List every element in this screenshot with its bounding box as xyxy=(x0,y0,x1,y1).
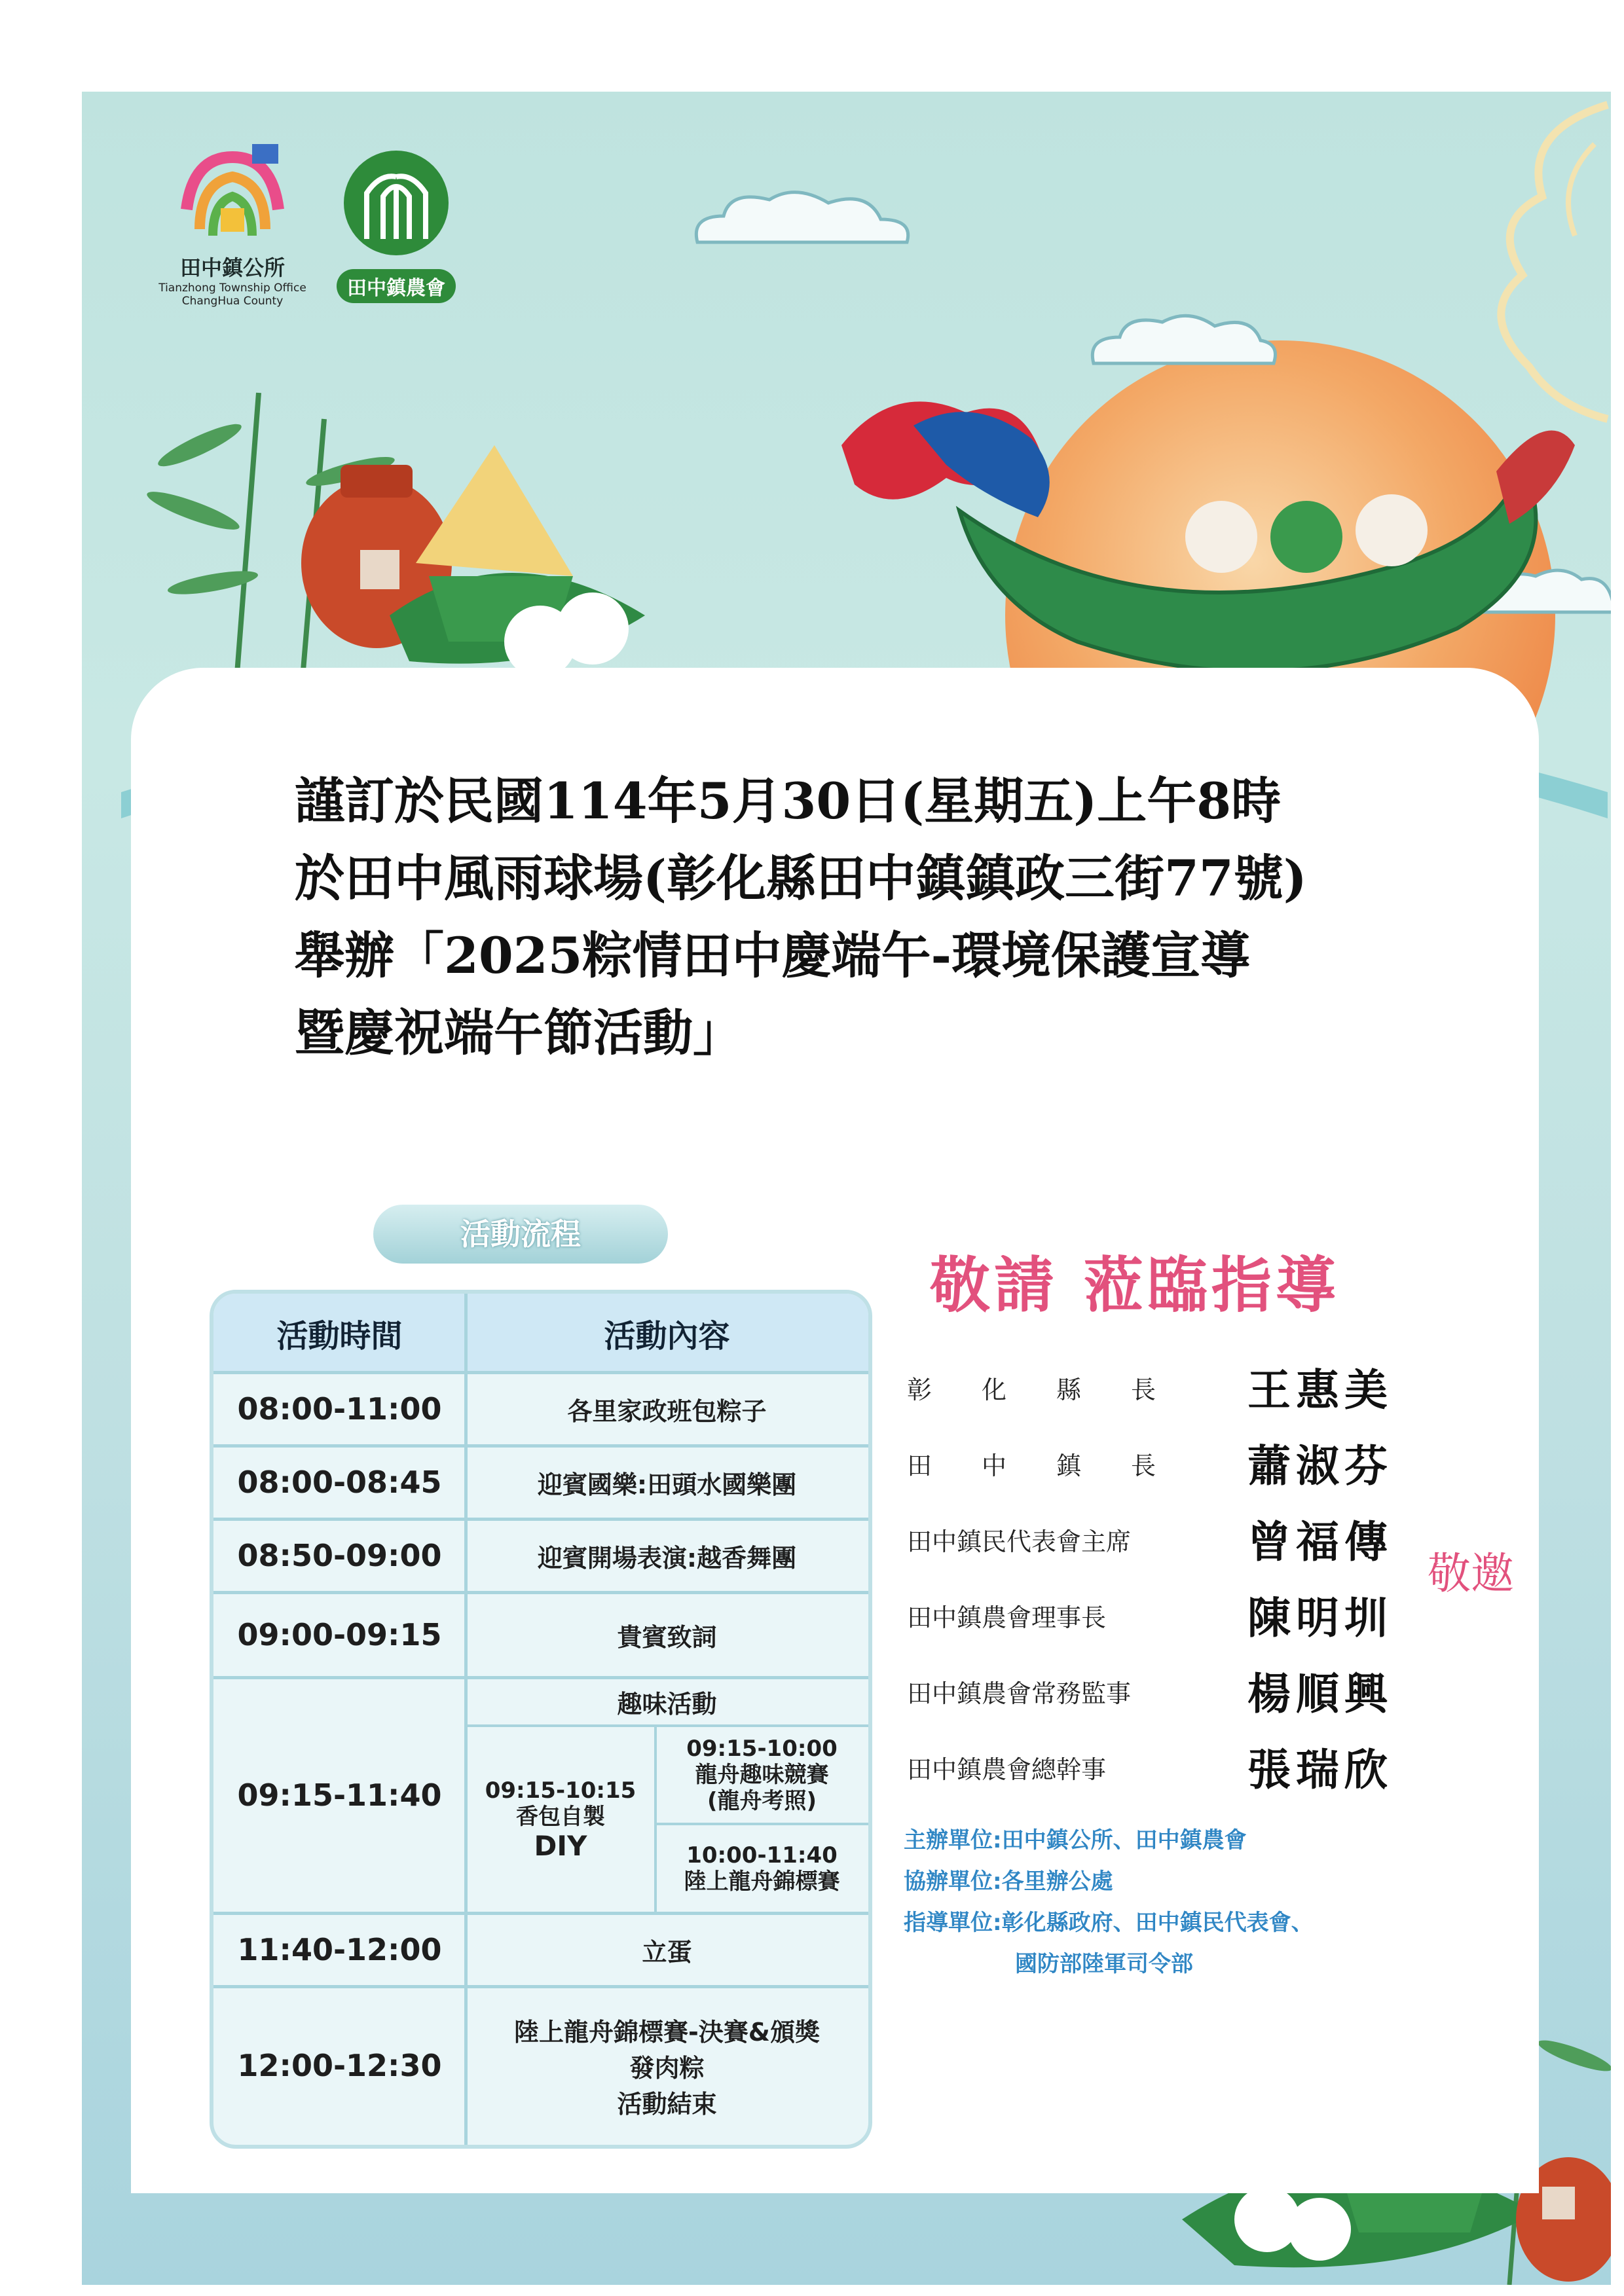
grid-line xyxy=(213,1444,868,1448)
vip-title xyxy=(907,1446,1156,1482)
fun-left-time: 09:15-10:15 xyxy=(485,1777,637,1804)
grid-line xyxy=(213,1591,868,1594)
vip-name: 蕭淑芬 xyxy=(1247,1440,1393,1491)
fun-r1-line2: (龍舟考照) xyxy=(707,1788,817,1814)
vip-name: 楊順興 xyxy=(1247,1668,1393,1719)
cloud-decoration xyxy=(684,183,920,255)
vip-title-char: 長 xyxy=(1130,1451,1156,1480)
township-logo-icon xyxy=(174,131,291,249)
vip-title-char: 化 xyxy=(981,1376,1006,1404)
vip-title-char: 長 xyxy=(1130,1376,1156,1404)
guide-organizer-2: 國防部陸軍司令部 xyxy=(1015,1951,1193,1977)
grid-line xyxy=(213,1371,868,1374)
invitation-line-2: 於田中風雨球場(彰化縣田中鎮鎮政三街77號) xyxy=(295,849,1307,907)
row-time: 09:00-09:15 xyxy=(237,1617,442,1652)
grid-line xyxy=(655,1823,868,1825)
row-content: 立蛋 xyxy=(642,1937,692,1967)
farmers-logo-icon xyxy=(341,147,452,259)
fun-time: 09:15-11:40 xyxy=(237,1777,442,1813)
row-content: 迎賓國樂:田頭水國樂團 xyxy=(537,1470,797,1499)
grid-line xyxy=(464,1294,468,2145)
col-header-time: 活動時間 xyxy=(213,1294,466,1372)
row7-line1: 陸上龍舟錦標賽-決賽&頒獎 xyxy=(514,2017,820,2047)
vip-title: 田中鎮農會理事長 xyxy=(907,1603,1107,1632)
farmers-association-logo xyxy=(327,147,465,303)
fun-left-line2: DIY xyxy=(534,1829,587,1862)
vip-row xyxy=(907,1735,1431,1800)
grid-line xyxy=(654,1726,657,1913)
cloud-decoration xyxy=(1084,308,1280,373)
vip-row xyxy=(907,1355,1431,1421)
closing-invite: 敬邀 xyxy=(1428,1548,1514,1599)
fun-left-block xyxy=(466,1726,655,1913)
invitation-line-1: 謹訂於民國114年5月30日(星期五)上午8時 xyxy=(295,772,1282,830)
vip-title: 田中鎮民代表會主席 xyxy=(907,1527,1132,1556)
row-content: 各里家政班包粽子 xyxy=(567,1396,767,1426)
row-time: 08:50-09:00 xyxy=(237,1538,442,1573)
vip-title: 田中鎮農會總幹事 xyxy=(907,1755,1107,1784)
farmers-name: 田中鎮農會 xyxy=(337,269,456,303)
grid-line xyxy=(213,1676,868,1679)
fun-right-block-2 xyxy=(655,1824,868,1913)
guide-organizer: 指導單位:彰化縣政府、田中鎮民代表會、 xyxy=(904,1910,1314,1936)
invitation-line-4: 暨慶祝端午節活動」 xyxy=(295,1004,743,1062)
vip-title xyxy=(907,1370,1156,1406)
fun-right-block-1 xyxy=(655,1726,868,1824)
fun-r2-time: 10:00-11:40 xyxy=(686,1842,838,1868)
vip-title-char: 鎮 xyxy=(1056,1451,1081,1480)
row7-line3: 活動結束 xyxy=(617,2089,717,2119)
invitation-text xyxy=(295,763,1473,1072)
township-office-logo xyxy=(154,131,311,308)
vip-row xyxy=(907,1583,1431,1649)
co-organizer: 協辦單位:各里辦公處 xyxy=(904,1868,1113,1895)
fun-r1-line1: 龍舟趣味競賽 xyxy=(695,1762,829,1788)
row7-content xyxy=(466,1986,868,2145)
vip-name: 張瑞欣 xyxy=(1247,1744,1393,1795)
vip-title-char: 中 xyxy=(981,1451,1006,1480)
vip-name: 曾福傳 xyxy=(1247,1516,1393,1567)
fun-r2-line1: 陸上龍舟錦標賽 xyxy=(684,1868,840,1895)
row-time: 08:00-08:45 xyxy=(237,1465,442,1500)
row-time: 08:00-11:00 xyxy=(237,1391,442,1427)
grid-line xyxy=(213,1518,868,1521)
schedule-table xyxy=(210,1290,872,2149)
host-organizer: 主辦單位:田中鎮公所、田中鎮農會 xyxy=(904,1827,1247,1853)
vip-title-char: 彰 xyxy=(907,1376,932,1404)
schedule-title: 活動流程 xyxy=(373,1205,668,1264)
row-content: 迎賓開場表演:越香舞團 xyxy=(537,1543,797,1573)
vip-name: 陳明圳 xyxy=(1247,1592,1393,1643)
grid-line xyxy=(213,1985,868,1988)
vip-row xyxy=(907,1431,1431,1497)
grid-line xyxy=(213,1912,868,1915)
guidance-title: 敬請 蒞臨指導 xyxy=(930,1250,1340,1321)
vip-title: 田中鎮農會常務監事 xyxy=(907,1679,1132,1708)
col-header-content: 活動內容 xyxy=(466,1294,868,1372)
fun-r1-time: 09:15-10:00 xyxy=(686,1736,838,1762)
row-time: 11:40-12:00 xyxy=(237,1932,442,1967)
township-en-county: ChangHua County xyxy=(181,295,284,308)
invitation-line-3: 舉辦「2025粽情田中慶端午-環境保護宣導 xyxy=(295,926,1251,985)
vip-title-char: 田 xyxy=(907,1451,932,1480)
row7-line2: 發肉粽 xyxy=(629,2053,705,2083)
township-en-name: Tianzhong Township Office xyxy=(158,282,306,295)
grid-line xyxy=(466,1724,868,1727)
row-content: 貴賓致詞 xyxy=(617,1622,717,1652)
fun-left-line1: 香包自製 xyxy=(516,1803,605,1830)
vip-name: 王惠美 xyxy=(1247,1364,1393,1415)
vip-row xyxy=(907,1507,1431,1573)
fun-header: 趣味活動 xyxy=(617,1689,717,1719)
row-time: 12:00-12:30 xyxy=(237,2048,442,2083)
vip-title-char: 縣 xyxy=(1056,1376,1081,1404)
vip-row xyxy=(907,1659,1431,1724)
township-name: 田中鎮公所 xyxy=(179,255,285,280)
